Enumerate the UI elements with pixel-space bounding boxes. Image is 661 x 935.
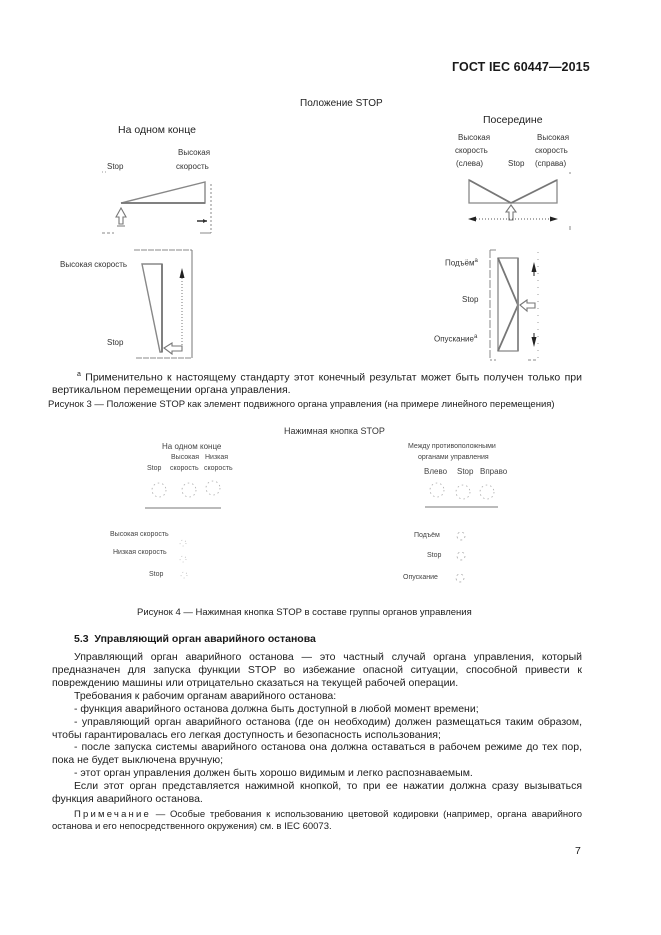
- section-heading: 5.3 Управляющий орган аварийного останова: [74, 633, 316, 645]
- figure4-caption: Рисунок 4 — Нажимная кнопка STOP в составе группы органов управления: [137, 607, 472, 618]
- figure4-title: Нажимная кнопка STOP: [284, 426, 385, 436]
- footnote-mark: a: [77, 371, 81, 378]
- page-number: 7: [575, 845, 581, 857]
- document-code: ГОСТ IEC 60447—2015: [452, 60, 590, 74]
- fig4-right-v-up: Подъём: [414, 532, 440, 539]
- fig3-right-vertical-diagram: [488, 248, 548, 363]
- fig3-right-left-label-3: (слева): [456, 159, 484, 168]
- figure3-title: Положение STOP: [300, 98, 383, 109]
- fig3-right-left-label-1: Высокая: [458, 133, 491, 142]
- list-item-4: - этот орган управления должен быть хорошо видимым и легко распознаваемым.: [74, 767, 473, 779]
- fig3-right-stop-vlabel: Stop: [462, 295, 479, 304]
- fig3-left-vertical-stop-label: Stop: [107, 338, 124, 347]
- fig4-right-title-1: Между противоположными: [408, 443, 496, 450]
- list-item-2: - управляющий орган аварийного останова (где он необходим) должен размещаться таким образом, чтобы гарантировалась его легкая доступность и безопасность использования;: [52, 716, 582, 741]
- fig4-left-low-2: скорость: [204, 465, 233, 472]
- fig3-left-horizontal-diagram: [100, 170, 230, 240]
- fig4-right-v-down: Опускание: [403, 574, 438, 581]
- fig4-left-v-low: Низкая скорость: [113, 549, 167, 556]
- footnote-mark: a: [473, 334, 478, 340]
- fig4-left-high-2: скорость: [170, 465, 199, 472]
- fig4-left-buttons-row: [145, 476, 255, 516]
- fig3-left-title: На одном конце: [118, 124, 196, 136]
- footnote-text: Применительно к настоящему стандарту этот конечный результат может быть получен только при вертикальном перемещении органа управления.: [52, 371, 582, 397]
- fig4-right-stop: Stop: [457, 467, 474, 476]
- fig3-left-high-label-2: скорость: [176, 162, 209, 171]
- fig4-right-right: Вправо: [480, 467, 508, 476]
- fig4-right-v-stop: Stop: [427, 552, 442, 559]
- figure3-caption: Рисунок 3 — Положение STOP как элемент подвижного органа управления (на примере линейного перемещения): [48, 399, 555, 410]
- down-label-text: Опускание: [434, 334, 474, 344]
- fig4-right-vertical-buttons: [453, 520, 473, 590]
- footnote-mark: a: [474, 258, 478, 264]
- fig3-right-up-label: [445, 255, 478, 270]
- paragraph-2: Требования к рабочим органам аварийного останова:: [74, 690, 337, 702]
- list-item-1: - функция аварийного останова должна быть доступной в любой момент времени;: [74, 703, 479, 715]
- note: [52, 809, 582, 833]
- fig4-left-title: На одном конце: [162, 442, 222, 451]
- fig3-right-down-label: [434, 331, 477, 346]
- fig4-left-high-1: Высокая: [171, 454, 200, 461]
- fig3-footnote: [52, 369, 582, 397]
- fig3-right-left-label-2: скорость: [455, 146, 488, 155]
- fig3-left-stop-label: Stop: [107, 162, 124, 171]
- fig3-right-horizontal-diagram: [460, 170, 580, 235]
- fig3-left-high-label-1: Высокая: [178, 148, 211, 157]
- fig3-right-right-label-2: скорость: [535, 146, 568, 155]
- note-text: — Особые требования к использованию цветовой кодировки (например, органа аварийного останова и его непосредственного окружения) см. в IEC 60073.: [52, 809, 582, 832]
- fig3-right-right-label-3: (справа): [535, 159, 567, 168]
- fig3-right-right-label-1: Высокая: [537, 133, 570, 142]
- note-label: Примечание: [74, 809, 151, 820]
- fig4-left-v-high: Высокая скорость: [110, 531, 169, 538]
- fig4-right-left: Влево: [424, 467, 448, 476]
- fig3-left-vertical-diagram: [132, 248, 202, 360]
- fig4-left-v-stop: Stop: [149, 571, 164, 578]
- paragraph-1: Управляющий орган аварийного останова — это частный случай органа управления, который предназначен для запуска функции STOP во избежание опасной ситуации, способной привести к повреждению машины или отрицательно сказаться на текущей рабочей операции.: [52, 651, 582, 689]
- fig4-left-vertical-buttons: [175, 535, 195, 585]
- fig4-right-title-2: органами управления: [418, 454, 489, 461]
- fig4-right-buttons-row: [425, 480, 515, 510]
- fig3-right-stop-label: Stop: [508, 159, 525, 168]
- paragraph-3: Если этот орган представляется нажимной кнопкой, то при ее нажатии должна сразу вызываться функция аварийного останова.: [52, 780, 582, 805]
- fig3-left-vertical-high-label: Высокая скорость: [60, 260, 128, 269]
- list-item-3: - после запуска системы аварийного останова она должна оставаться в рабочем режиме до тех пор, пока не будет выключена вручную;: [52, 741, 582, 766]
- up-label-text: Подъём: [445, 258, 475, 268]
- fig3-right-title: Посередине: [483, 114, 543, 126]
- fig4-left-stop: Stop: [147, 465, 162, 472]
- fig4-left-low-1: Низкая: [205, 454, 229, 461]
